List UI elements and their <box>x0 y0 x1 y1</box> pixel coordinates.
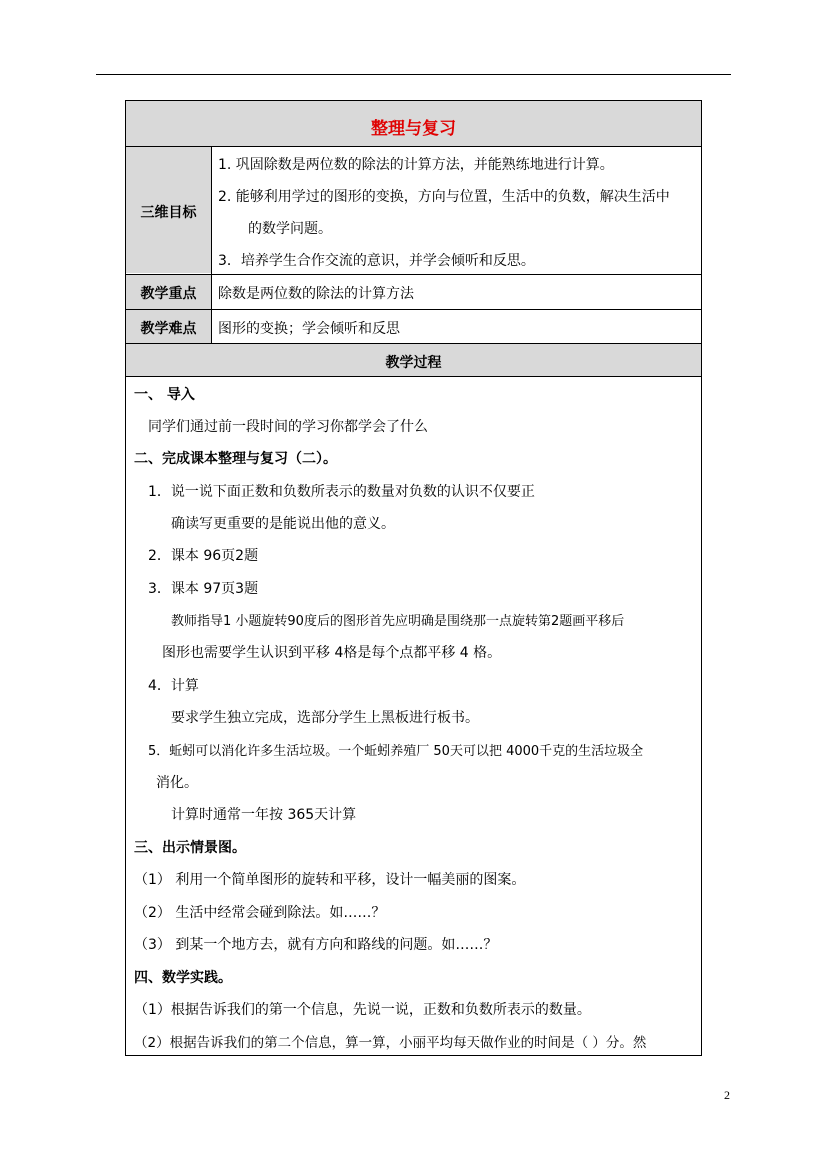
section-heading: 三、出示情景图。 <box>134 840 246 856</box>
process-line: （1）根据告诉我们的第一个信息，先说一说，正数和负数所表示的数量。 <box>134 1002 591 1018</box>
process-line: 5．蚯蚓可以消化许多生活垃圾。一个蚯蚓养殖厂 50天可以把 4000千克的生活垃圾全 <box>148 744 644 759</box>
process-line: 2．课本 96页2题 <box>148 548 259 564</box>
lesson-title: 整理与复习 <box>371 119 456 139</box>
objective-item: 3．培养学生合作交流的意识，并学会倾听和反思。 <box>218 253 535 269</box>
column-divider <box>211 147 212 344</box>
objectives-label: 三维目标 <box>140 205 197 221</box>
process-line: 4．计算 <box>148 678 199 694</box>
process-line: 3．课本 97页3题 <box>148 581 259 597</box>
divider <box>126 309 701 310</box>
process-line: （3） 到某一个地方去，就有方向和路线的问题。如……？ <box>134 937 498 953</box>
process-line: 图形也需要学生认识到平移 4格是每个点都平移 4 格。 <box>162 645 502 661</box>
lesson-plan-table <box>125 100 702 1056</box>
page-number: 2 <box>724 1088 730 1102</box>
key-point-label: 教学重点 <box>140 286 197 302</box>
process-heading: 教学过程 <box>385 355 442 371</box>
process-line: 计算时通常一年按 365天计算 <box>171 807 357 823</box>
objective-item: 2. 能够利用学过的图形的变换，方向与位置，生活中的负数，解决生活中 <box>218 189 670 205</box>
section-heading: 四、数学实践。 <box>134 970 232 986</box>
objective-item: 的数学问题。 <box>248 221 332 237</box>
objectives-label-cell <box>126 147 211 273</box>
process-line: 要求学生独立完成，选部分学生上黑板进行板书。 <box>171 710 479 726</box>
process-line: 同学们通过前一段时间的学习你都学会了什么 <box>148 419 428 435</box>
title-row <box>126 101 701 146</box>
key-point-text: 除数是两位数的除法的计算方法 <box>218 286 414 302</box>
difficulty-text: 图形的变换；学会倾听和反思 <box>218 321 400 337</box>
process-line: （2）根据告诉我们的第二个信息，算一算，小丽平均每天做作业的时间是（ ）分。然 <box>134 1035 647 1051</box>
process-line: 教师指导1 小题旋转90度后的图形首先应明确是围绕那一点旋转第2题画平移后 <box>171 614 625 629</box>
process-header-row <box>126 344 701 376</box>
header-rule <box>96 74 731 75</box>
section-heading: 二、完成课本整理与复习（二）。 <box>134 451 337 467</box>
divider <box>126 146 701 147</box>
process-line: 消化。 <box>156 775 198 791</box>
divider <box>126 274 701 275</box>
difficulty-label: 教学难点 <box>140 321 197 337</box>
process-line: 确读写更重要的是能说出他的意义。 <box>171 516 395 532</box>
divider <box>126 376 701 377</box>
key-point-label-cell <box>126 275 211 309</box>
difficulty-label-cell <box>126 310 211 343</box>
process-line: （1） 利用一个简单图形的旋转和平移，设计一幅美丽的图案。 <box>134 872 526 888</box>
objective-item: 1. 巩固除数是两位数的除法的计算方法，并能熟练地进行计算。 <box>218 157 614 173</box>
process-line: （2） 生活中经常会碰到除法。如……？ <box>134 905 386 921</box>
process-line: 1．说一说下面正数和负数所表示的数量对负数的认识不仅要正 <box>148 484 535 500</box>
section-heading: 一、 导入 <box>134 387 195 403</box>
